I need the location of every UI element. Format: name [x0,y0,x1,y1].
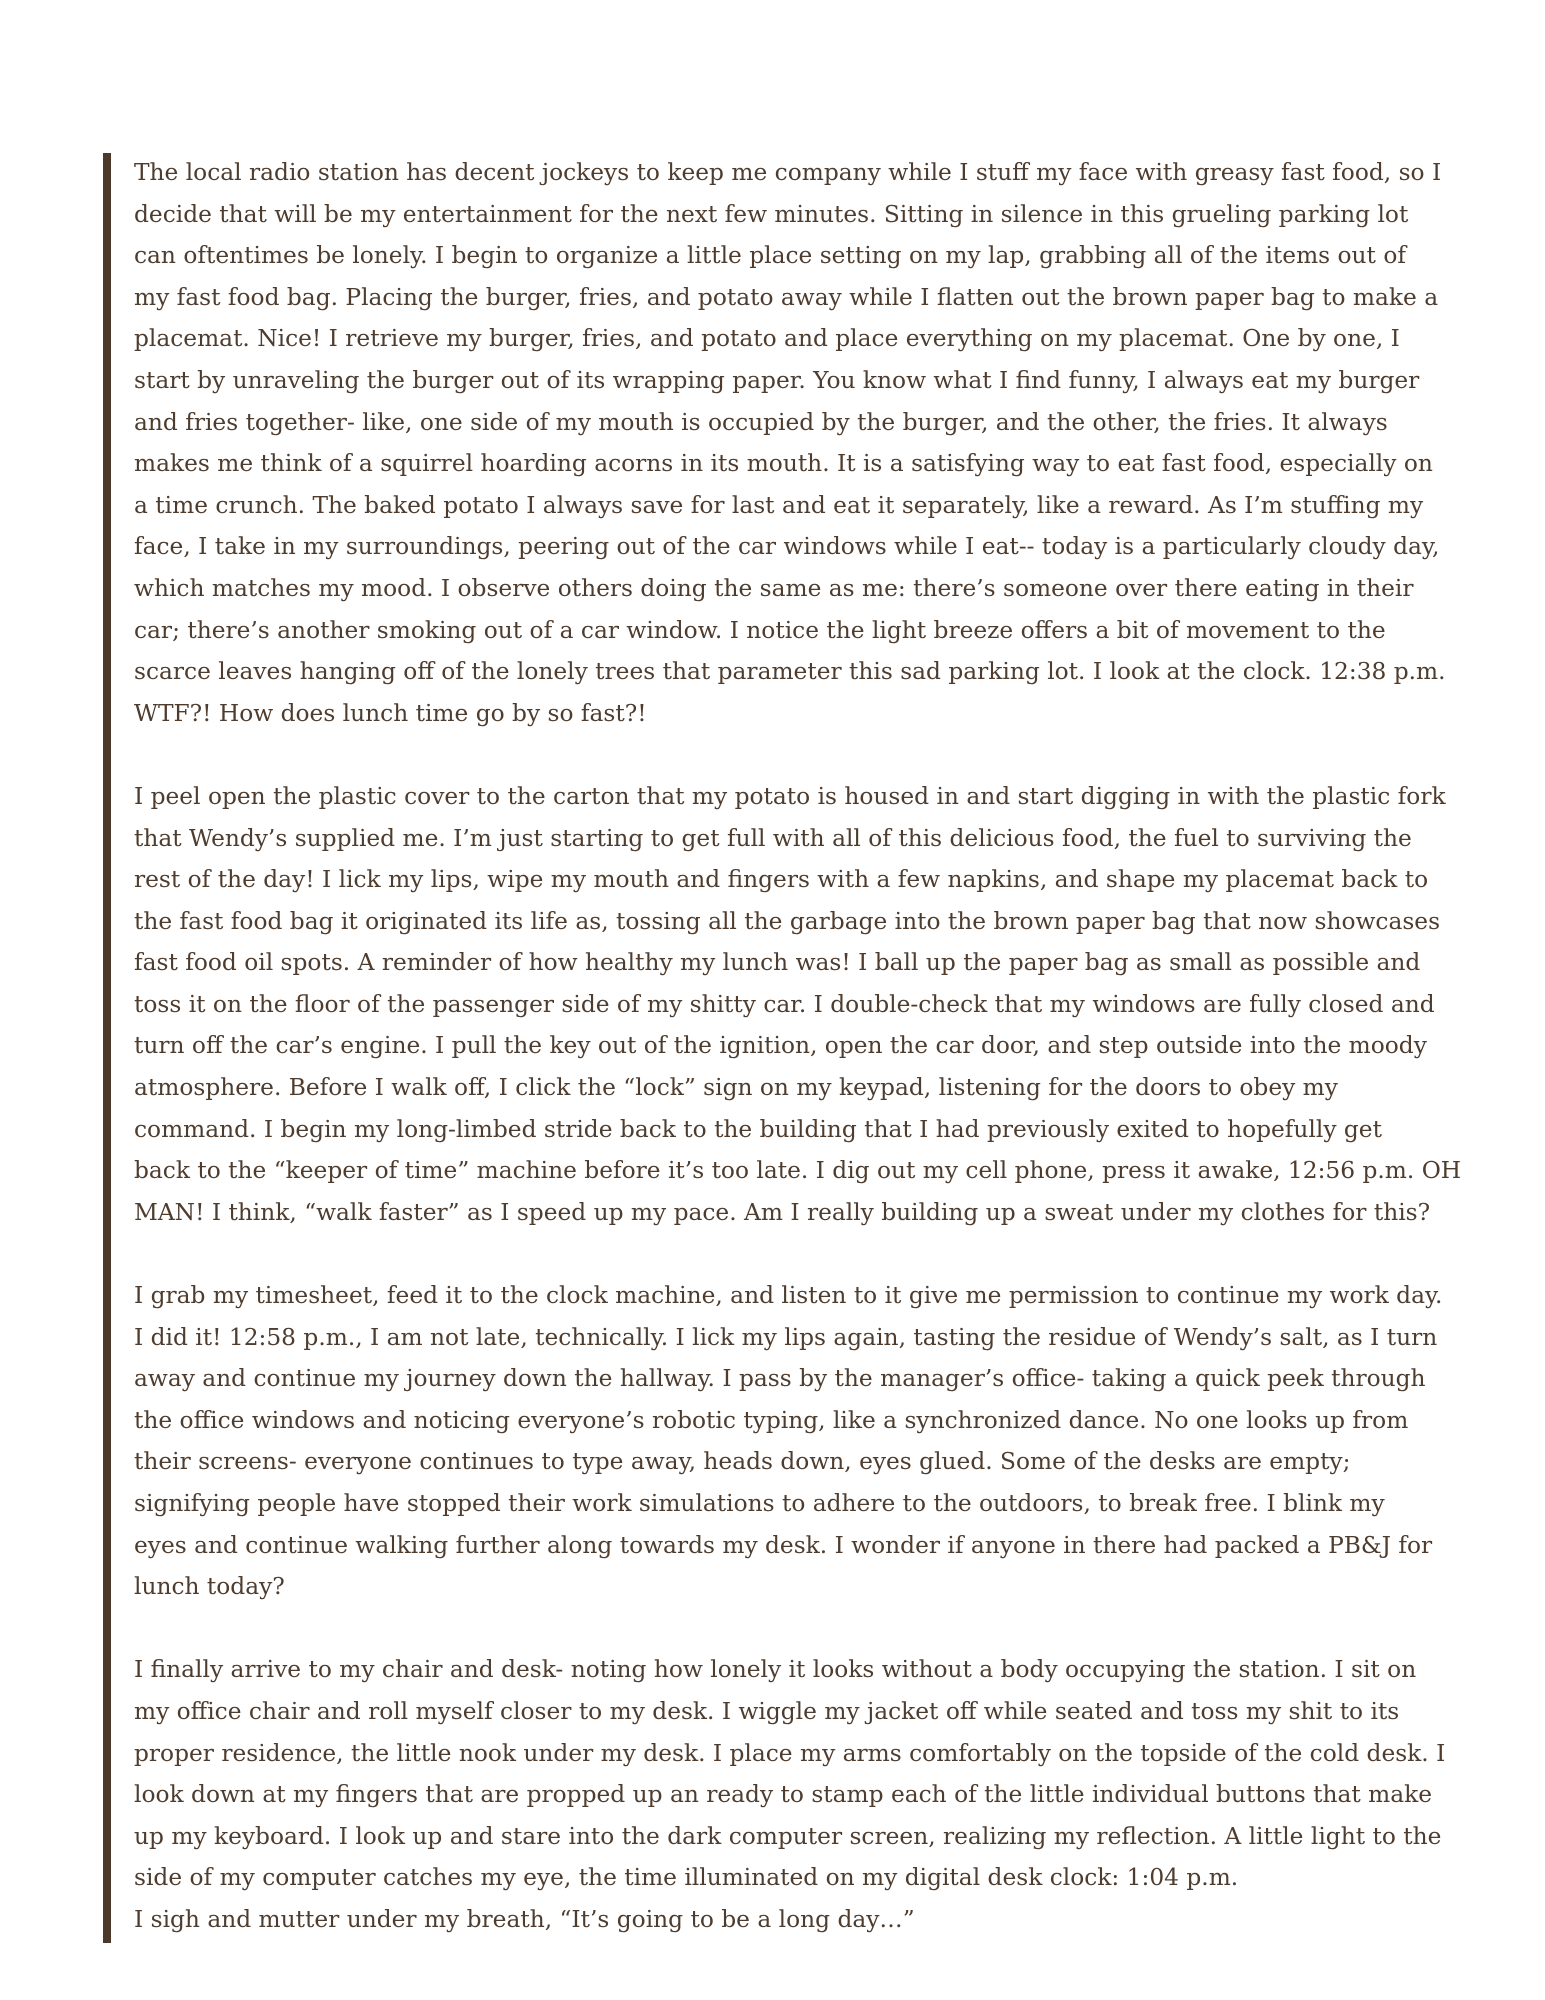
text-line: lunch today? [134,1573,285,1601]
text-line: The local radio station has decent jockeys to keep me company while I stuff my face with greasy fast food, so I [134,159,1442,186]
text-line: look down at my fingers that are propped up an ready to stamp each of the little individual buttons that make [134,1781,1432,1809]
text-line: the office windows and noticing everyone’s robotic typing, like a synchronized dance. No one looks up from [134,1406,1409,1434]
text-line: MAN! I think, “walk faster” as I speed up my pace. Am I really building up a sweat under my clothes for this? [134,1198,1431,1226]
text-line: turn off the car’s engine. I pull the key out of the ignition, open the car door, and step outside into the moody [134,1032,1427,1060]
text-line: car; there’s another smoking out of a car window. I notice the light breeze offers a bit of movement to the [134,616,1386,644]
text-line: command. I begin my long-limbed stride back to the building that I had previously exited to hopefully get [134,1115,1382,1143]
text-line: their screens- everyone continues to type away, heads down, eyes glued. Some of the desks are empty; [134,1448,1351,1476]
text-line: my office chair and roll myself closer to my desk. I wiggle my jacket off while seated and toss my shit to its [134,1697,1400,1725]
text-line: up my keyboard. I look up and stare into the dark computer screen, realizing my reflection. A little light to the [134,1822,1442,1850]
text-line: can oftentimes be lonely. I begin to organize a little place setting on my lap, grabbing all of the items out of [134,242,1406,270]
text-line: rest of the day! I lick my lips, wipe my mouth and fingers with a few napkins, and shape my placemat back to [134,866,1429,894]
text-line: my fast food bag. Placing the burger, fries, and potato away while I flatten out the brown paper bag to make a [134,283,1439,311]
text-line: face, I take in my surroundings, peering out of the car windows while I eat-- today is a particularly cloudy day, [134,533,1440,561]
text-line: I finally arrive to my chair and desk- noting how lonely it looks without a body occupying the station. I sit on [134,1656,1417,1684]
blockquote-bar [103,153,111,1943]
text-line: toss it on the floor of the passenger side of my shitty car. I double-check that my windows are fully closed and [134,990,1435,1018]
text-line: I sigh and mutter under my breath, “It’s going to be a long day…” [134,1905,915,1933]
text-line: away and continue my journey down the hallway. I pass by the manager’s office- taking a quick peek through [134,1365,1426,1393]
text-line: start by unraveling the burger out of its wrapping paper. You know what I find funny, I always eat my burger [134,366,1420,394]
text-line: placemat. Nice! I retrieve my burger, fries, and potato and place everything on my placemat. One by one, I [134,325,1400,353]
paragraph-4 [134,1649,1470,1940]
text-line: the fast food bag it originated its life as, tossing all the garbage into the brown paper bag that now showcases [134,907,1441,935]
text-line: that Wendy’s supplied me. I’m just starting to get full with all of this delicious food, the fuel to surviving the [134,824,1412,852]
text-line: proper residence, the little nook under my desk. I place my arms comfortably on the topside of the cold desk. I [134,1739,1446,1767]
text-line: back to the “keeper of time” machine before it’s too late. I dig out my cell phone, press it awake, 12:56 p.m. OH [134,1157,1462,1185]
text-line: I grab my timesheet, feed it to the clock machine, and listen to it give me permission to continue my work day. [134,1282,1443,1310]
text-line: atmosphere. Before I walk off, I click the “lock” sign on my keypad, listening for the doors to obey my [134,1074,1338,1102]
text-line: which matches my mood. I observe others doing the same as me: there’s someone over there eating in their [134,574,1414,602]
story-text [134,152,1470,1941]
text-line: fast food oil spots. A reminder of how healthy my lunch was! I ball up the paper bag as small as possible and [134,949,1421,977]
text-line: and fries together- like, one side of my mouth is occupied by the burger, and the other, the fries. It always [134,408,1388,436]
text-line: decide that will be my entertainment for the next few minutes. Sitting in silence in this grueling parking lot [134,200,1409,228]
text-line: side of my computer catches my eye, the time illuminated on my digital desk clock: 1:04 p.m. [134,1864,1239,1892]
text-line: scarce leaves hanging off of the lonely trees that parameter this sad parking lot. I look at the clock. 12:38 p.m. [134,658,1446,686]
paragraph-3 [134,1275,1470,1608]
text-line: signifying people have stopped their work simulations to adhere to the outdoors, to break free. I blink my [134,1490,1385,1517]
text-line: a time crunch. The baked potato I always save for last and eat it separately, like a reward. As I’m stuffing my [134,491,1424,519]
text-line: WTF?! How does lunch time go by so fast?! [134,699,647,727]
text-line: I did it! 12:58 p.m., I am not late, technically. I lick my lips again, tasting the residue of Wendy’s salt, as I turn [134,1323,1438,1351]
text-line: makes me think of a squirrel hoarding acorns in its mouth. It is a satisfying way to eat fast food, especially on [134,450,1433,478]
text-line: eyes and continue walking further along towards my desk. I wonder if anyone in there had packed a PB&J for [134,1531,1433,1559]
text-line: I peel open the plastic cover to the carton that my potato is housed in and start digging in with the plastic fork [134,782,1446,810]
paragraph-1 [134,152,1470,734]
paragraph-2 [134,776,1470,1234]
